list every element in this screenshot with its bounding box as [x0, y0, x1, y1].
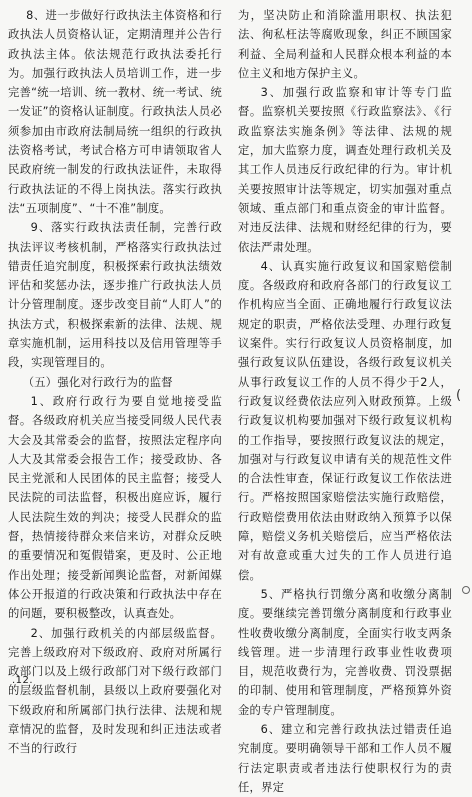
paragraph: 9、落实行政执法责任制，完善行政执法评议考核机制，严格落实行政执法过错责任追究制度，积极探索行政执法绩效评估和奖惩办法，逐步推广行政执法人员计分管理制度。逐步改变目前“人盯人”的执法方式，积极探索新的法律、法规、规章实施机制，运用科技以及信用管理等手段，实现管理目的。: [8, 221, 222, 370]
page-number: .12.: [12, 675, 34, 686]
paragraph: 3、加强行政监察和审计等专门监督。监察机关要按照《行政监察法》、《行政监察法实施条例》等法律、法规的规定，加大监察力度，调查处理行政机关及其工作人员违反行政纪律的行为。审计机关要按照审计法等规定，切实加强对重点领域、重点部门和重点资金的审计监督。对违反法律、法规和财经纪律的行为，要依法严肃处理。: [238, 86, 452, 254]
paragraph: 1、政府行政行为要自觉地接受监督。各级政府机关应当接受同级人民代表大会及其常委会的监督，按照法定程序向人大及其常委会报告工作；接受政协、各民主党派和人民团体的民主监督；接受人民法院的司法监督，积极出庭应诉，履行人民法院生效的判决；接受人民群众的监督，热情接待群众来信来访，对群众反映的重要情况和冤假错案，更及时、公正地作出处理；接受新闻舆论监督，对新闻媒体公开报道的行政决策和行政执法中存在的问题，要积极整改，认真查处。: [8, 394, 222, 621]
paragraph: 4、认真实施行政复议和国家赔偿制度。各级政府和政府各部门的行政复议工作机构应当全面、正确地履行行政复议法规定的职责，严格依法受理、办理行政复议案件。实行行政复议人员资格制度，加强行政复议队伍建设，各级行政复议机关从事行政复议工作的人员不得少于2人，行政复议经费依法应列入财政预算。上级行政复议机构要加强对下级行政复议机构的工作指导，要按照行政复议法的规定，加强对与行政复议申请有关的规范性文件的合法性审查，保证行政复议工作依法进行。严格按照国家赔偿法实施行政赔偿，行政赔偿费用依法由财政纳入预算予以保障，赔偿义务机关赔偿后，应当严格依法对有故意或重大过失的工作人员进行追偿。: [238, 259, 452, 582]
paragraph: 2、加强行政机关的内部层级监督。完善上级政府对下级政府、政府对所属行政部门以及上级行政部门对下级行政部门的层级监督机制，县级以上政府要强化对下级政府和所属部门执行法律、法规和规章情况的监督，及时发现和纠正违法或者不当的行政行: [8, 626, 222, 756]
paragraph: 5、严格执行罚缴分离和收缴分离制度。要继续完善罚缴分离制度和行政事业性收费收缴分离制度，全面实行收支两条线管理。进一步清理行政事业性收费项目，规范收费行为，完善收费、罚没票据的印制、使用和管理制度，严格预算外资金的专户管理制度。: [238, 587, 452, 717]
paragraph: 8、进一步做好行政执法主体资格和行政执法人员资格认证，定期清理并公告行政执法主体。依法规范行政执法委托行为。加强行政执法人员培训工作，进一步完善“统一培训、统一教材、统一考试、统一发证”的资格认证制度。行政执法人员必须参加由市政府法制局统一组织的行政执法资格考试，考试合格方可申请领取省人民政府统一制发的行政执法证件，未取得行政执法证的不得上岗执法。落实行政执法“五项制度”、“十不准”制度。: [8, 9, 222, 215]
scan-punch-hole-mark: [462, 586, 470, 594]
left-column: [8, 6, 222, 759]
paragraph: 6、建立和完善行政执法过错责任追究制度。要明确领导干部和工作人员不履行法定职责或者违法行使职权行为的责任，界定: [238, 722, 452, 794]
right-column: [238, 6, 452, 797]
paragraph-continuation: 为，坚决防止和消除滥用职权、执法犯法、徇私枉法等腐败现象，纠正不顾国家利益、全局利益和人民群众根本利益的本位主义和地方保护主义。: [238, 9, 452, 80]
binding-mark: (: [456, 388, 462, 403]
section-heading: （五）强化对行政行为的监督: [22, 375, 173, 389]
